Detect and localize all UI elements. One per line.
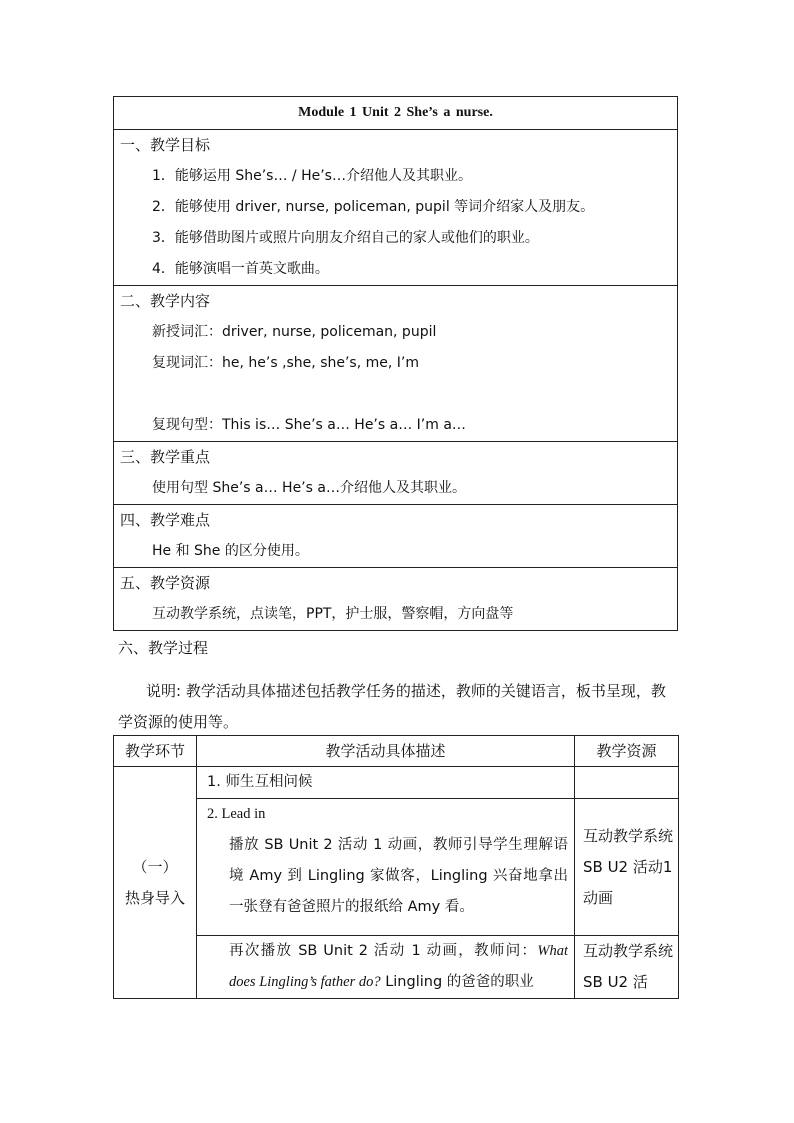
activity-lead-in-body: 播放 SB Unit 2 活动 1 动画，教师引导学生理解语境 Amy 到 Lingling 家做客，Lingling 兴奋地拿出一张登有爸爸照片的报纸给 Amy 看。 [229,837,568,915]
stage-name: 热身导入 [124,888,185,907]
section-resources [114,568,677,630]
section-heading: 三、教学重点 [120,448,211,466]
resource-cell [575,799,679,936]
activity-cell [197,767,575,799]
lesson-plan-table [113,96,678,631]
resource-cell-empty [575,767,679,799]
review-patterns: 复现句型：This is… She’s a… He’s a… I’m a… [152,417,466,433]
activity-replay-text-a: 再次播放 SB Unit 2 活动 1 动画，教师问： [229,943,538,959]
section-goals [114,130,677,286]
goal-item: 4．能够演唱一首英文歌曲。 [152,261,329,277]
plan-title: Module 1 Unit 2 She’s a nurse. [114,97,677,130]
section-content [114,286,677,442]
difficulty-text: He 和 She 的区分使用。 [152,543,309,559]
table-row [114,799,679,936]
blank-line [114,379,677,410]
activity-cell [197,799,575,936]
section-key-points [114,442,677,505]
new-words: 新授词汇：driver, nurse, policeman, pupil [152,324,437,340]
activity-greeting: 1. 师生互相问候 [207,774,313,790]
activity-replay-question: What does Lingling’s father do? [229,943,568,990]
resource-text: 互动教学系统 SB U2 活动1 动画 [583,826,674,907]
section-heading: 五、教学资源 [120,574,211,592]
goal-item: 1．能够运用 She’s… / He’s…介绍他人及其职业。 [152,168,472,184]
table-row [114,767,679,799]
process-header-row [114,736,679,767]
review-words: 复现词汇：he, he’s ,she, she’s, me, I’m [152,355,419,371]
resource-cell [575,936,679,999]
resources-text: 互动教学系统，点读笔，PPT，护士服，警察帽，方向盘等 [152,606,514,622]
activity-lead-in-title: 2. Lead in [207,806,266,822]
resource-text: 互动教学系统 SB U2 活 [583,942,674,991]
process-note: 说明: 教学活动具体描述包括教学任务的描述，教师的关键语言，板书呈现，教学资源的使用等。 [118,682,666,731]
key-point-text: 使用句型 She’s a… He’s a…介绍他人及其职业。 [152,480,466,496]
section-difficulties [114,505,677,568]
activity-replay [207,936,568,998]
stage-cell [114,767,197,999]
table-row [114,936,679,999]
section-heading: 四、教学难点 [120,511,211,529]
goal-item: 2．能够使用 driver, nurse, policeman, pupil 等词介绍家人及朋友。 [152,199,595,215]
activity-cell [197,936,575,999]
process-table [113,735,679,999]
process-heading: 六、教学过程 [118,639,209,657]
activity-replay-text-b: Lingling 的爸爸的职业 [380,974,534,990]
header-activity: 教学活动具体描述 [197,736,575,767]
goal-item: 3．能够借助图片或照片向朋友介绍自己的家人或他们的职业。 [152,230,539,246]
stage-label: （一） [132,857,178,876]
header-resource: 教学资源 [575,736,679,767]
section-heading: 二、教学内容 [120,292,211,310]
header-stage: 教学环节 [114,736,197,767]
section-heading: 一、教学目标 [120,136,211,154]
